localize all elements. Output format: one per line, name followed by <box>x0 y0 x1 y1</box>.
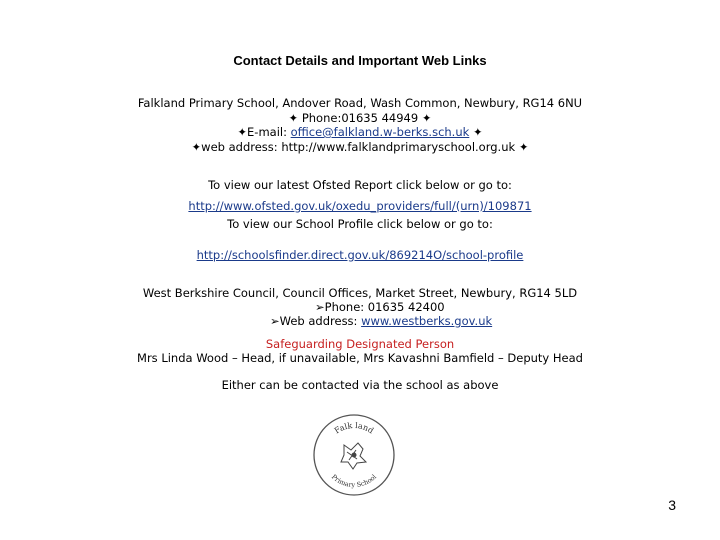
council-address: West Berkshire Council, Council Offices, Market Street, Newbury, RG14 5LD <box>142 286 578 300</box>
arrow-icon: ➢ <box>270 314 280 328</box>
ofsted-intro: To view our latest Ofsted Report click below or go to: <box>208 178 512 192</box>
page-title: Contact Details and Important Web Links <box>233 53 487 68</box>
bullet-icon: ✦ <box>421 111 432 125</box>
profile-link[interactable]: http://schoolsfinder.direct.gov.uk/869214O/school-profile <box>196 248 524 262</box>
school-address: Falkland Primary School, Andover Road, Wash Common, Newbury, RG14 6NU <box>137 96 583 110</box>
safeguarding-heading: Safeguarding Designated Person <box>265 337 455 351</box>
council-phone: Phone: 01635 42400 <box>324 300 445 314</box>
school-phone: Phone:01635 44949 <box>301 111 419 125</box>
email-label: E-mail: <box>247 125 291 139</box>
ofsted-link[interactable]: http://www.ofsted.gov.uk/oxedu_providers/full/(urn)/109871 <box>188 199 532 213</box>
safeguarding-people: Mrs Linda Wood – Head, if unavailable, Mrs Kavashni Bamfield – Deputy Head <box>137 351 583 365</box>
arrow-icon: ➢ <box>315 300 325 314</box>
profile-intro: To view our School Profile click below or go to: <box>227 217 493 231</box>
bullet-icon: ✦ <box>288 111 299 125</box>
logo-top-text: Falk land <box>332 421 376 436</box>
bullet-icon: ✦ <box>518 140 529 154</box>
council-web-label: Web address: <box>279 314 362 328</box>
council-web-link[interactable]: www.westberks.gov.uk <box>361 314 493 328</box>
school-web-address: web address: http://www.falklandprimaryschool.org.uk <box>201 140 516 154</box>
school-email-link[interactable]: office@falkland.w-berks.sch.uk <box>290 125 470 139</box>
logo-emblem-icon <box>341 443 366 469</box>
council-web-line <box>270 314 492 328</box>
school-phone-line <box>0 111 720 125</box>
bullet-icon: ✦ <box>472 125 483 139</box>
school-email-line <box>0 125 720 139</box>
logo-bottom-text: Primary School <box>329 472 379 490</box>
safeguarding-note: Either can be contacted via the school as above <box>221 378 499 392</box>
council-phone-line <box>315 300 445 314</box>
bullet-icon: ✦ <box>237 125 248 139</box>
school-logo <box>311 412 397 498</box>
school-web-line <box>0 140 720 154</box>
bullet-icon: ✦ <box>191 140 202 154</box>
page-number: 3 <box>668 497 676 513</box>
